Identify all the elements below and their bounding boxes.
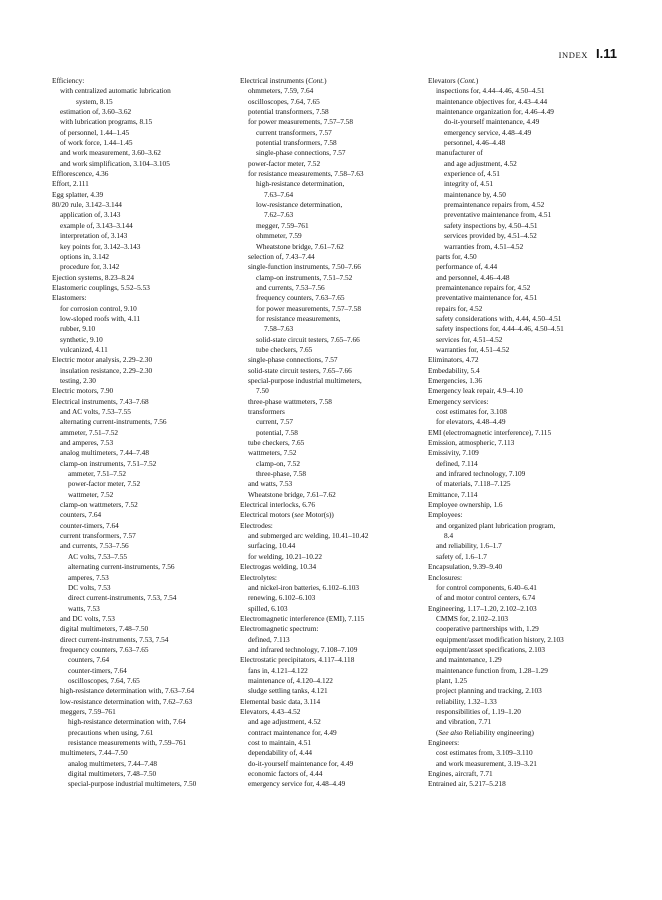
index-subentry: three-phase wattmeters, 7.58 (248, 396, 332, 406)
index-subentry: alternating current-instruments, 7.56 (68, 562, 175, 572)
index-subentry: equipment/asset modification history, 2.103 (436, 634, 564, 644)
index-subentry: fans in, 4.121–4.122 (248, 665, 308, 675)
index-entry: Electric motor analysis, 2.29–2.30 (52, 355, 153, 365)
index-subentry: counters, 7.64 (68, 655, 110, 665)
index-entry: Elevators, 4.43–4.52 (240, 706, 301, 716)
index-entry: Electrical instruments, 7.43–7.68 (52, 396, 149, 406)
index-entry: Electrodes: (240, 520, 273, 530)
index-subentry: emergency service, 4.48–4.49 (444, 127, 532, 137)
index-subentry: wattmeters, 7.52 (248, 448, 297, 458)
index-subentry: 7.50 (256, 386, 269, 396)
index-subentry: defined, 7.114 (436, 458, 478, 468)
index-subentry: do-it-yourself maintenance for, 4.49 (248, 758, 354, 768)
index-subentry: maintenance of, 4.120–4.122 (248, 675, 333, 685)
index-subentry: and vibration, 7.71 (436, 717, 492, 727)
index-subentry: alternating current-instruments, 7.56 (60, 417, 167, 427)
index-subentry: low-resistance determination, (256, 200, 343, 210)
index-subentry: services provided by, 4.51–4.52 (444, 231, 537, 241)
index-subentry: estimation of, 3.60–3.62 (60, 107, 132, 117)
index-subentry: current transformers, 7.57 (60, 531, 136, 541)
index-subentry: premaintenance repairs for, 4.52 (436, 282, 531, 292)
index-subentry: 7.62–7.63 (264, 210, 294, 220)
index-subentry: equipment/asset specifications, 2.103 (436, 644, 546, 654)
index-entry: Emission, atmospheric, 7.113 (428, 438, 515, 448)
index-subentry: vulcanized, 4.11 (60, 344, 108, 354)
index-entry: Electrolytes: (240, 572, 277, 582)
index-subentry: current, 7.57 (256, 417, 294, 427)
index-entry: Effort, 2.111 (52, 179, 89, 189)
index-subentry: reliability, 1.32–1.33 (436, 696, 497, 706)
index-subentry: power-factor meter, 7.52 (248, 158, 321, 168)
index-subentry: potential, 7.58 (256, 427, 298, 437)
index-subentry: high-resistance determination with, 7.63–7.64 (60, 686, 195, 696)
index-subentry: counters, 7.64 (60, 510, 102, 520)
index-entry: Efflorescence, 4.36 (52, 169, 109, 179)
index-subentry: options in, 3.142 (60, 251, 110, 261)
index-entry: Engines, aircraft, 7.71 (428, 769, 493, 779)
index-entry: Electrogas welding, 10.34 (240, 562, 317, 572)
index-subentry: preventative maintenance for, 4.51 (436, 293, 538, 303)
index-subentry: services for, 4.51–4.52 (436, 334, 503, 344)
index-subentry: and infrared technology, 7.108–7.109 (248, 644, 358, 654)
index-subentry: 7.58–7.63 (264, 324, 294, 334)
index-subentry: for welding, 10.21–10.22 (248, 551, 322, 561)
index-subentry: tube checkers, 7.65 (248, 438, 305, 448)
index-entry: Emittance, 7.114 (428, 489, 478, 499)
index-subentry: integrity of, 4.51 (444, 179, 494, 189)
index-column-1 (52, 76, 240, 790)
index-entry: Elevators (Cont.) (428, 76, 479, 85)
index-entry: Elastomeric couplings, 5.52–5.53 (52, 282, 150, 292)
index-subentry: with lubrication programs, 8.15 (60, 117, 153, 127)
index-subentry: and organized plant lubrication program, (436, 520, 556, 530)
index-subentry: warranties from, 4.51–4.52 (444, 241, 524, 251)
index-subentry: maintenance function from, 1.28–1.29 (436, 665, 548, 675)
index-subentry: inspections for, 4.44–4.46, 4.50–4.51 (436, 86, 545, 96)
index-subentry: solid-state circuit testers, 7.65–7.66 (248, 365, 352, 375)
header-label: INDEX (558, 50, 589, 60)
index-subentry: and DC volts, 7.53 (60, 613, 115, 623)
index-entry: 80/20 rule, 3.142–3.144 (52, 200, 122, 210)
index-entry: Efficiency: (52, 76, 85, 85)
index-subentry: for control components, 6.40–6.41 (436, 582, 537, 592)
index-entry: Electrical interlocks, 6.76 (240, 500, 315, 510)
index-subentry: low-sloped roofs with, 4.11 (60, 313, 141, 323)
index-entry: Electromagnetic spectrum: (240, 624, 319, 634)
index-subentry: and infrared technology, 7.109 (436, 469, 526, 479)
index-subentry: performance of, 4.44 (436, 262, 498, 272)
index-subentry: project planning and tracking, 2.103 (436, 686, 542, 696)
index-entry: EMI (electromagnetic interference), 7.115 (428, 427, 552, 437)
index-subentry: personnel, 4.46–4.48 (444, 138, 506, 148)
index-subentry: surfacing, 10.44 (248, 541, 296, 551)
index-subentry: special-purpose industrial multimeters, 7.50 (68, 779, 197, 789)
index-subentry: resistance measurements with, 7.59–761 (68, 738, 187, 747)
index-subentry: (See also Reliability engineering) (436, 727, 534, 737)
index-subentry: emergency service for, 4.48–4.49 (248, 779, 346, 789)
index-subentry: for power measurements, 7.57–7.58 (256, 303, 361, 313)
index-subentry: multimeters, 7.44–7.50 (60, 748, 128, 758)
index-entry: Emergency leak repair, 4.9–4.10 (428, 386, 523, 396)
index-entry: Electric motors, 7.90 (52, 386, 114, 396)
index-subentry: power-factor meter, 7.52 (68, 479, 141, 489)
index-subentry: experience of, 4.51 (444, 169, 500, 179)
index-subentry: counter-timers, 7.64 (60, 520, 119, 530)
index-subentry: premaintenance repairs from, 4.52 (444, 200, 545, 210)
index-subentry: maintenance objectives for, 4.43–4.44 (436, 96, 548, 106)
index-subentry: solid-state circuit testers, 7.65–7.66 (256, 334, 360, 344)
index-subentry: safety considerations with, 4.44, 4.50–4.51 (436, 313, 562, 323)
index-subentry: amperes, 7.53 (68, 572, 109, 582)
index-subentry: parts for, 4.50 (436, 251, 477, 261)
index-subentry: ohmmeters, 7.59, 7.64 (248, 86, 314, 96)
index-subentry: for power measurements, 7.57–7.58 (248, 117, 353, 127)
index-subentry: 7.63–7.64 (264, 189, 294, 199)
index-entry: Electrical instruments (Cont.) (240, 76, 327, 85)
index-subentry: manufacturer of (436, 148, 483, 158)
index-subentry: AC volts, 7.53–7.55 (68, 551, 127, 561)
index-subentry: tube checkers, 7.65 (256, 344, 313, 354)
index-entry: Emissivity, 7.109 (428, 448, 479, 458)
index-subentry: clamp-on instruments, 7.51–7.52 (60, 458, 157, 468)
index-subentry: defined, 7.113 (248, 634, 290, 644)
index-subentry: and submerged arc welding, 10.41–10.42 (248, 531, 369, 541)
index-subentry: and personnel, 4.46–4.48 (436, 272, 510, 282)
index-entry: Enclosures: (428, 572, 463, 582)
index-subentry: of personnel, 1.44–1.45 (60, 127, 130, 137)
index-subentry: oscilloscopes, 7.64, 7.65 (248, 96, 320, 106)
index-subentry: safety inspections for, 4.44–4.46, 4.50–4.51 (436, 324, 564, 334)
index-subentry: analog multimeters, 7.44–7.48 (60, 448, 149, 458)
index-subentry: and amperes, 7.53 (60, 438, 114, 448)
index-subentry: and currents, 7.53–7.56 (256, 282, 325, 292)
index-subentry: wattmeter, 7.52 (68, 489, 114, 499)
index-subentry: clamp-on instruments, 7.51–7.52 (256, 272, 353, 282)
index-subentry: maintenance by, 4.50 (444, 189, 506, 199)
index-entry: Employees: (428, 510, 463, 520)
index-subentry: direct current-instruments, 7.53, 7.54 (60, 634, 169, 644)
index-subentry: for corrosion control, 9.10 (60, 303, 137, 313)
index-entry: Egg splatter, 4.39 (52, 189, 104, 199)
index-entry: Engineers: (428, 738, 460, 747)
index-columns (52, 76, 617, 790)
index-subentry: and watts, 7.53 (248, 479, 293, 489)
index-subentry: and nickel-iron batteries, 6.102–6.103 (248, 582, 360, 592)
index-subentry: ammeter, 7.51–7.52 (60, 427, 119, 437)
index-subentry: and work simplification, 3.104–3.105 (60, 158, 170, 168)
index-subentry: ohmmeter, 7.59 (256, 231, 302, 241)
index-subentry: of and motor control centers, 6.74 (436, 593, 536, 603)
index-subentry: three-phase, 7.58 (256, 469, 307, 479)
index-subentry: current transformers, 7.57 (256, 127, 332, 137)
index-subentry: system, 8.15 (76, 96, 113, 106)
index-entry: Engineering, 1.17–1.20, 2.102–2.103 (428, 603, 537, 613)
index-subentry: special-purpose industrial multimeters, (248, 375, 362, 385)
index-subentry: clamp-on wattmeters, 7.52 (60, 500, 138, 510)
index-subentry: and work measurement, 3.60–3.62 (60, 148, 161, 158)
index-entry: Electrostatic precipitators, 4.117–4.118 (240, 655, 355, 665)
index-subentry: of work force, 1.44–1.45 (60, 138, 133, 148)
index-subentry: cost estimates for, 3.108 (436, 407, 507, 416)
index-subentry: ammeter, 7.51–7.52 (68, 469, 127, 479)
index-entry: Entrained air, 5.217–5.218 (428, 779, 506, 789)
page-number: I.11 (596, 46, 617, 61)
index-subentry: digital multimeters, 7.48–7.50 (68, 769, 157, 779)
index-entry: Emergencies, 1.36 (428, 375, 482, 385)
index-subentry: frequency counters, 7.63–7.65 (60, 644, 149, 654)
index-subentry: and age adjustment, 4.52 (248, 717, 321, 727)
index-subentry: and age adjustment, 4.52 (444, 158, 517, 168)
index-subentry: potential transformers, 7.58 (256, 138, 337, 148)
index-subentry: oscilloscopes, 7.64, 7.65 (68, 675, 140, 685)
index-subentry: and work measurement, 3.19–3.21 (436, 758, 537, 768)
index-subentry: contract maintenance for, 4.49 (248, 727, 337, 737)
index-entry: Electrical motors (see Motor(s)) (240, 510, 334, 520)
index-subentry: low-resistance determination with, 7.62–7.63 (60, 696, 193, 706)
running-header (559, 46, 617, 61)
index-subentry: selection of, 7.43–7.44 (248, 251, 315, 261)
index-subentry: warranties for, 4.51–4.52 (436, 344, 510, 354)
index-subentry: single-phase connections, 7.57 (256, 148, 346, 158)
index-subentry: Wheatstone bridge, 7.61–7.62 (256, 241, 344, 251)
index-subentry: high-resistance determination with, 7.64 (68, 717, 186, 727)
index-subentry: CMMS for, 2.102–2.103 (436, 613, 509, 623)
index-subentry: with centralized automatic lubrication (60, 86, 171, 96)
index-subentry: and AC volts, 7.53–7.55 (60, 407, 131, 416)
index-entry: Emergency services: (428, 396, 489, 406)
index-subentry: application of, 3.143 (60, 210, 121, 220)
index-entry: Eliminators, 4.72 (428, 355, 479, 365)
index-column-3 (428, 76, 616, 790)
index-subentry: key points for, 3.142–3.143 (60, 241, 141, 251)
index-subentry: preventative maintenance from, 4.51 (444, 210, 552, 220)
index-subentry: analog multimeters, 7.44–7.48 (68, 758, 157, 768)
index-subentry: for elevators, 4.48–4.49 (436, 417, 506, 427)
index-subentry: procedure for, 3.142 (60, 262, 120, 272)
index-subentry: meggers, 7.59–761 (60, 706, 116, 716)
index-subentry: precautions when using, 7.61 (68, 727, 154, 737)
index-subentry: interpretation of, 3.143 (60, 231, 128, 241)
index-subentry: safety of, 1.6–1.7 (436, 551, 487, 561)
index-subentry: insulation resistance, 2.29–2.30 (60, 365, 153, 375)
index-subentry: for resistance measurements, 7.58–7.63 (248, 169, 364, 179)
index-subentry: spilled, 6.103 (248, 603, 288, 613)
index-subentry: rubber, 9.10 (60, 324, 96, 334)
index-subentry: frequency counters, 7.63–7.65 (256, 293, 345, 303)
index-entry: Employee ownership, 1.6 (428, 500, 503, 510)
index-subentry: single-function instruments, 7.50–7.66 (248, 262, 361, 272)
index-subentry: safety inspections by, 4.50–4.51 (444, 220, 538, 230)
index-subentry: Wheatstone bridge, 7.61–7.62 (248, 489, 336, 499)
index-entry: Ejection systems, 8.23–8.24 (52, 272, 135, 282)
index-subentry: potential transformers, 7.58 (248, 107, 329, 117)
index-subentry: maintenance organization for, 4.46–4.49 (436, 107, 554, 117)
index-subentry: transformers (248, 407, 285, 416)
index-subentry: do-it-yourself maintenance, 4.49 (444, 117, 540, 127)
index-subentry: renewing, 6.102–6.103 (248, 593, 316, 603)
index-entry: Embedability, 5.4 (428, 365, 480, 375)
index-subentry: plant, 1.25 (436, 675, 468, 685)
index-subentry: synthetic, 9.10 (60, 334, 103, 344)
index-subentry: megger, 7.59–761 (256, 220, 309, 230)
index-subentry: cost to maintain, 4.51 (248, 738, 312, 747)
index-subentry: sludge settling tanks, 4.121 (248, 686, 328, 696)
index-subentry: and maintenance, 1.29 (436, 655, 502, 665)
index-subentry: high-resistance determination, (256, 179, 345, 189)
index-subentry: responsibilities of, 1.19–1.20 (436, 706, 521, 716)
index-subentry: 8.4 (444, 531, 454, 541)
index-entry: Elemental basic data, 3.114 (240, 696, 321, 706)
index-subentry: single-phase connections, 7.57 (248, 355, 338, 365)
index-subentry: direct current-instruments, 7.53, 7.54 (68, 593, 177, 603)
index-subentry: of materials, 7.118–7.125 (436, 479, 511, 489)
index-subentry: cooperative partnerships with, 1.29 (436, 624, 539, 634)
index-entry: Elastomers: (52, 293, 87, 303)
index-subentry: counter-timers, 7.64 (68, 665, 127, 675)
index-subentry: cost estimates from, 3.109–3.110 (436, 748, 533, 758)
index-subentry: repairs for, 4.52 (436, 303, 483, 313)
index-subentry: DC volts, 7.53 (68, 582, 111, 592)
index-subentry: economic factors of, 4.44 (248, 769, 323, 779)
index-entry: Electromagnetic interference (EMI), 7.115 (240, 613, 365, 623)
index-subentry: and currents, 7.53–7.56 (60, 541, 129, 551)
index-subentry: watts, 7.53 (68, 603, 100, 613)
index-subentry: digital multimeters, 7.48–7.50 (60, 624, 149, 634)
index-subentry: for resistance measurements, (256, 313, 341, 323)
index-column-2 (240, 76, 428, 790)
index-subentry: testing, 2.30 (60, 375, 96, 385)
index-subentry: example of, 3.143–3.144 (60, 220, 133, 230)
index-subentry: and reliability, 1.6–1.7 (436, 541, 502, 551)
index-entry: Encapsulation, 9.39–9.40 (428, 562, 503, 572)
index-subentry: clamp-on, 7.52 (256, 458, 300, 468)
index-subentry: dependability of, 4.44 (248, 748, 313, 758)
